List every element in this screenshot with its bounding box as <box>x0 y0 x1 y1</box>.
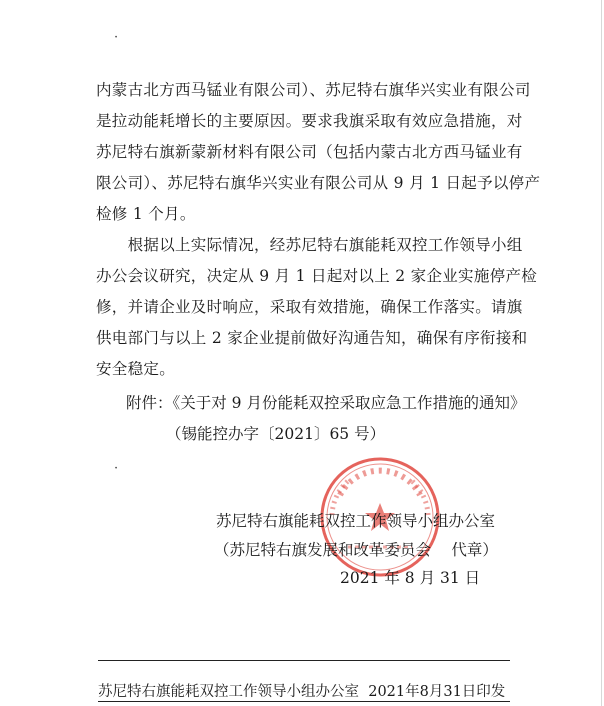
signature-organization: 苏尼特右旗能耗双控工作领导小组办公室 <box>216 512 496 530</box>
body-line: 内蒙古北方西马锰业有限公司）、苏尼特右旗华兴实业有限公司 <box>96 81 531 99</box>
body-line: 限公司）、苏尼特右旗华兴实业有限公司从 9 月 1 日起予以停产 <box>96 174 541 192</box>
body-line: 是拉动能耗增长的主要原因。要求我旗采取有效应急措施，对 <box>96 112 523 130</box>
body-line: 根据以上实际情况，经苏尼特右旗能耗双控工作领导小组 <box>96 236 523 254</box>
body-line: 修，并请企业及时响应，采取有效措施，确保工作落实。请旗 <box>96 298 523 316</box>
signature-proxy: （苏尼特右旗发展和改革委员会 代章） <box>214 541 498 559</box>
footer-rule-top <box>98 660 510 661</box>
top-mark: · <box>114 30 119 45</box>
page-edge <box>601 0 602 706</box>
body-line: 办公会议研究，决定从 9 月 1 日起对以上 2 家企业实施停产检 <box>96 267 538 285</box>
signature-date: 2021 年 8 月 31 日 <box>340 569 481 587</box>
footer-rule-bottom <box>98 701 510 702</box>
footer-issuance: 苏尼特右旗能耗双控工作领导小组办公室 2021年8月31日印发 <box>98 684 506 700</box>
body-line: 安全稳定。 <box>96 360 176 378</box>
mid-mark: · <box>114 461 119 476</box>
body-line: 供电部门与以上 2 家企业提前做好沟通告知，确保有序衔接和 <box>96 329 528 347</box>
body-line: 检修 1 个月。 <box>96 205 196 223</box>
body-line: 苏尼特右旗新蒙新材料有限公司（包括内蒙古北方西马锰业有 <box>96 143 523 161</box>
attachment-title: 附件：《关于对 9 月份能耗双控采取应急工作措施的通知》 <box>126 394 526 412</box>
attachment-doc-number: （锡能控办字〔2021〕65 号） <box>166 425 386 443</box>
